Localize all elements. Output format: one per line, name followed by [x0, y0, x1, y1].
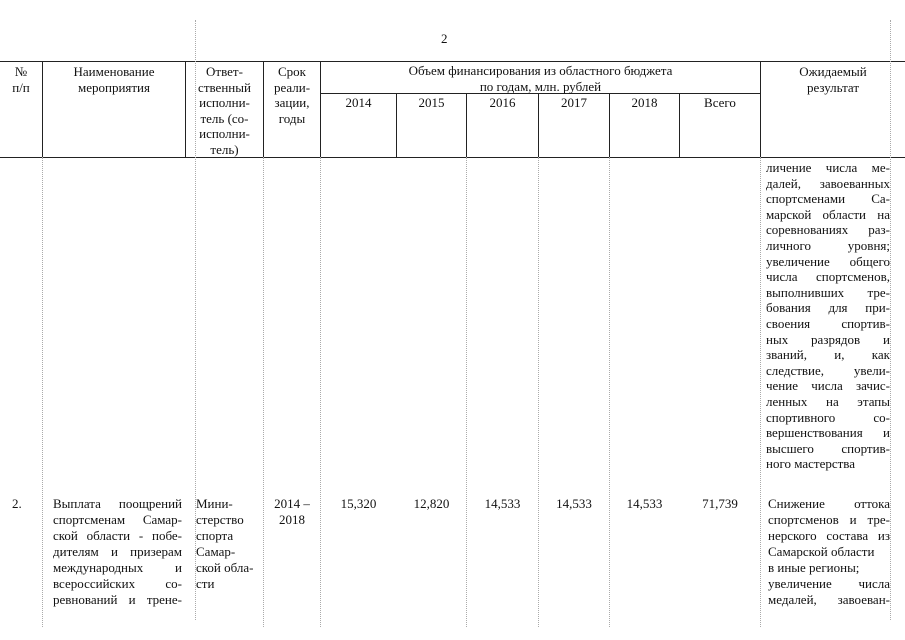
dotted-guide-5 [466, 157, 467, 627]
row2-value-2017: 14,533 [556, 496, 592, 511]
dotted-guide-7 [609, 157, 610, 627]
header-financing: Объем финансирования из областного бюджета по годам, млн. рублей [408, 63, 673, 94]
header-year-2016: 2016 [489, 95, 516, 110]
dotted-guide-3 [263, 157, 264, 627]
page-number: 2 [441, 31, 448, 46]
header-executor: Ответ- ственный исполни- тель (со- исполни- тель) [198, 64, 251, 157]
header-bottom-border [0, 157, 905, 158]
header-expected-result: Ожидаемый результат [799, 64, 867, 95]
dotted-guide-1 [42, 157, 43, 627]
header-year-2018: 2018 [631, 95, 658, 110]
header-year-2017: 2017 [561, 95, 587, 110]
header-number: № п/п [12, 64, 30, 95]
row2-value-2015: 12,820 [413, 496, 450, 511]
table-top-border [0, 61, 905, 62]
header-event-name: Наименование мероприятия [73, 64, 155, 95]
row2-value-2016: 14,533 [484, 496, 521, 511]
row2-value-2014: 15,320 [340, 496, 377, 511]
dotted-guide-8 [760, 157, 761, 627]
row2-value-2018: 14,533 [626, 496, 663, 511]
row2-number: 2. [12, 496, 22, 511]
dotted-guide-9 [890, 20, 891, 620]
row2-value-total: 71,739 [702, 496, 738, 511]
row2-expected-result: Снижение оттока спортсменов и тре- нерского состава из Самарской области в иные регионы; увеличение числа медалей, завоеван- [768, 496, 890, 607]
row2-term: 2014 – 2018 [274, 496, 310, 527]
dotted-guide-4 [320, 157, 321, 627]
header-term: Срок реали- зации, годы [273, 64, 311, 126]
header-year-total: Всего [704, 95, 736, 110]
row2-event-name: Выплата поощрений спортсменам Самар- ской области - побе- дителям и призерам международных и всероссийских со- ревнований и трене- [53, 496, 182, 607]
header-year-2015: 2015 [418, 95, 445, 110]
row2-executor: Мини- стерство спорта Самар- ской обла- сти [196, 496, 254, 591]
continued-result-text: личение числа ме- далей, завоеванных спортсменами Са- марской области на соревнованиях раз- личного уровня; увеличение общего числа спортсменов, выполнивших тре- бования для при- своения спортив- ных разрядов и званий, и, как следствие, увели- чение числа зачис- ленных на этапы спортивного со- вершенствования и высшего спортив- ного мастерства [766, 160, 890, 472]
dotted-guide-6 [538, 157, 539, 627]
header-year-2014: 2014 [345, 95, 372, 110]
